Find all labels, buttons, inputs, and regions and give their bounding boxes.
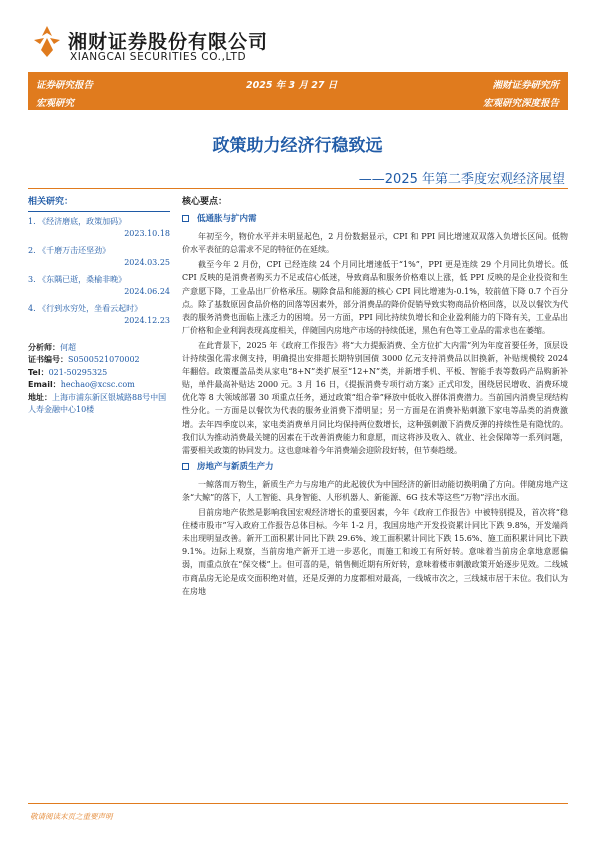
footer-divider — [28, 803, 568, 804]
analyst-info — [28, 342, 170, 417]
paragraph: 目前房地产依然是影响我国宏观经济增长的重要因素，今年《政府工作报告》中被特别提及，首次将“稳住楼市股市”写入政府工作报告总体目标。今年 1-2 月，我国房地产开发投资累计同比下跌 9.8%，开发端尚未出现明显改善。新开工面积累计同比下跌 29.6%、竣工面积累计同比下跌 15.6%、施工面积累计同比下跌 9.1%。边际上观察，当前房地产新开工进一步恶化，而施工和竣工有所好转。意味着当前房企拿地意愿偏弱，而重点放在“保交楼”上。但可喜的是，销售侧近期有所好转，意味着楼市刺激政策开始逐步见效。二线城市商品房无论是成交面积绝对值，还是反弹的力度都相对最高，一线城市次之，三线城市居于末位。我们认为在房地 — [182, 508, 568, 596]
related-report-title: 4. 《行到水穷处，坐看云起时》 — [28, 303, 143, 313]
related-report-date: 2023.10.18 — [124, 229, 170, 238]
related-research-heading: 相关研究： — [28, 196, 170, 212]
email-label: Email： — [28, 380, 61, 389]
paragraph: 年初至今，物价水平并未明显起色，2 月份数据显示，CPI 和 PPI 同比增速双双落入负增长区间。低物价水平表征的总需求不足的特征仍在延续。 — [182, 232, 568, 255]
related-report-item[interactable] — [28, 303, 170, 328]
tel-label: Tel： — [28, 367, 49, 377]
main-content — [182, 196, 568, 600]
section-title: 房地产与新质生产力 — [197, 461, 274, 472]
square-bullet-icon — [182, 463, 189, 470]
related-report-date: 2024.12.23 — [124, 316, 170, 325]
company-name-en: XIANGCAI SECURITIES CO.,LTD — [70, 51, 247, 63]
paragraph: 一鲸落而万物生，新质生产力与房地产的此起彼伏为中国经济的新旧动能切换明确了方向。伴随房地产这条“大鲸”的落下，人工智能、具身智能、人形机器人、新能源、6G 技术等这些“万物”浮出水面。 — [182, 479, 568, 502]
related-report-title: 1. 《经济磨底，政策加码》 — [28, 216, 127, 226]
paragraph: 在此背景下，2025 年《政府工作报告》将“大力提振消费、全方位扩大内需”列为年度首要任务，顶层设计持续强化需求侧支持，明确提出安排超长期特别国债 3000 亿元支持消费品以旧换新，补贴规模较 2024 年翻倍。政策覆盖品类从家电“8+N”类扩展至“12+N”类，并新增手机、平板、智能手表等数码产品购新补贴，单件最高补贴达 2000 元。3 月 16 日，《提振消费专项行动方案》正式印发，围绕居民增收、消费环境优化等 8 大领域部署 30 项重点任务，通过政策“组合拳”释放中低收入群体消费潜力。当前国内消费呈现结构性分化。一方面是以餐饮为代表的服务业消费下滑明显；另一方面是在消费补贴刺激下家电等品类的消费激增。去年四季度以来，家电类消费单月同比均保持两位数增长，这种强刺激下消费反弹的持续性是有隐忧的。我们认为推动消费最关键的因素在于改善消费能力和意愿，而这将涉及收入、就业、社会保障等一系列问题，需要相关政策的协同发力。这也意味着今年消费端会迎阶段好转，但节奏趋缓。 — [182, 340, 568, 455]
report-subtitle: ——2025 年第二季度宏观经济展望 — [358, 172, 565, 187]
related-report-date: 2024.06.24 — [124, 287, 170, 296]
footer-disclaimer[interactable]: 敬请阅读末页之重要声明 — [30, 812, 113, 821]
related-report-item[interactable] — [28, 245, 170, 270]
key-points-heading: 核心要点： — [182, 197, 228, 207]
related-report-item[interactable] — [28, 216, 170, 241]
analyst-name: 何超 — [60, 342, 76, 352]
section-title: 低通胀与扩内需 — [197, 214, 257, 225]
report-type: 证券研究报告 — [36, 80, 94, 91]
cert-number: S0500521070002 — [68, 355, 140, 364]
related-report-item[interactable] — [28, 274, 170, 299]
report-subtype: 宏观研究深度报告 — [482, 98, 559, 109]
research-category: 宏观研究 — [36, 98, 75, 109]
xiangcai-logo-icon — [30, 24, 64, 58]
report-date: 2025 年 3 月 27 日 — [246, 80, 338, 91]
tel-number: 021-50295325 — [48, 367, 108, 377]
square-bullet-icon — [182, 215, 189, 222]
email-link[interactable]: hechao@xcsc.com — [60, 380, 135, 389]
company-name-cn: 湘财证券股份有限公司 — [68, 31, 269, 53]
paragraph: 截至今年 2 月份，CPI 已经连续 24 个月同比增速低于“1%”，PPI 更是连续 29 个月同比负增长。低 CPI 反映的是消费者购买力不足或信心低迷，导致商品和服务价格难以上涨，低 PPI 反映的是企业投资和生产意愿下降，工业品出厂价格承压。剔除食品和能源的核心 CPI 同比增速为-0.1%，较前值下降 0.7 个百分点。除了基数原因食品价格的回落等因素外，部分消费品的降价促销导致实物商品价格回落，以及以餐饮为代表的服务消费也面临上涨乏力的困境。另一方面，PPI 同比持续负增长和企业盈利能力的下降有关，工业品出厂价格和企业利润表现高度相关，伴随国内房地产市场的持续低迷，黑色有色等工业品的需求也在萎缩。 — [182, 260, 568, 335]
cert-label: 证书编号： — [28, 355, 68, 364]
report-title: 政策助力经济行稳致远 — [212, 136, 383, 156]
address-text: 上海市浦东新区银城路88号中国人寿金融中心10楼 — [28, 392, 167, 414]
related-report-title: 2. 《千磨万击还坚劲》 — [28, 245, 111, 255]
institute-name: 湘财证券研究所 — [492, 80, 559, 91]
section-heading-inflation — [182, 213, 568, 226]
title-divider — [28, 188, 568, 189]
address-label: 地址： — [28, 392, 52, 402]
sidebar — [28, 196, 170, 417]
related-report-title: 3. 《东隅已逝，桑榆非晚》 — [28, 274, 127, 284]
analyst-label: 分析师： — [28, 342, 60, 352]
related-report-date: 2024.03.25 — [124, 258, 170, 267]
section-heading-property — [182, 461, 568, 474]
